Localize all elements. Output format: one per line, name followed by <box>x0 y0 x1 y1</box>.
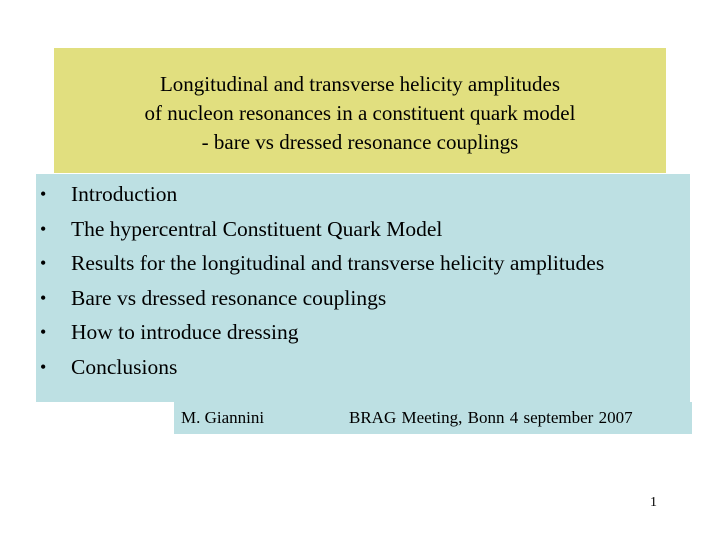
bullet-icon: • <box>40 184 47 204</box>
page-number: 1 <box>650 495 657 510</box>
outline-item-label: Conclusions <box>71 354 178 379</box>
outline-item-label: Introduction <box>71 182 178 206</box>
bullet-icon: • <box>40 322 47 343</box>
slide-title-box <box>54 48 666 173</box>
outline-item-label: Results for the longitudinal and transverse helicity amplitudes <box>71 251 605 276</box>
slide-footer <box>174 402 692 434</box>
outline-box <box>36 174 690 402</box>
bullet-icon: • <box>40 253 47 274</box>
bullet-icon: • <box>40 218 47 239</box>
slide-title-line-2: of nucleon resonances in a constituent quark model <box>144 101 576 125</box>
outline-item-label: How to introduce dressing <box>71 320 299 345</box>
bullet-icon: • <box>40 356 47 377</box>
bullet-icon: • <box>40 287 47 308</box>
outline-item-label: Bare vs dressed resonance couplings <box>71 285 387 310</box>
outline-item-label: The hypercentral Constituent Quark Model <box>71 216 443 241</box>
slide-title <box>54 70 666 157</box>
footer-meeting: BRAG Meeting, Bonn 4 september 2007 <box>349 408 633 427</box>
slide-title-line-3: - bare vs dressed resonance couplings <box>201 130 519 154</box>
footer-author: M. Giannini <box>181 408 265 427</box>
slide-title-line-1: Longitudinal and transverse helicity amplitudes <box>159 72 561 96</box>
